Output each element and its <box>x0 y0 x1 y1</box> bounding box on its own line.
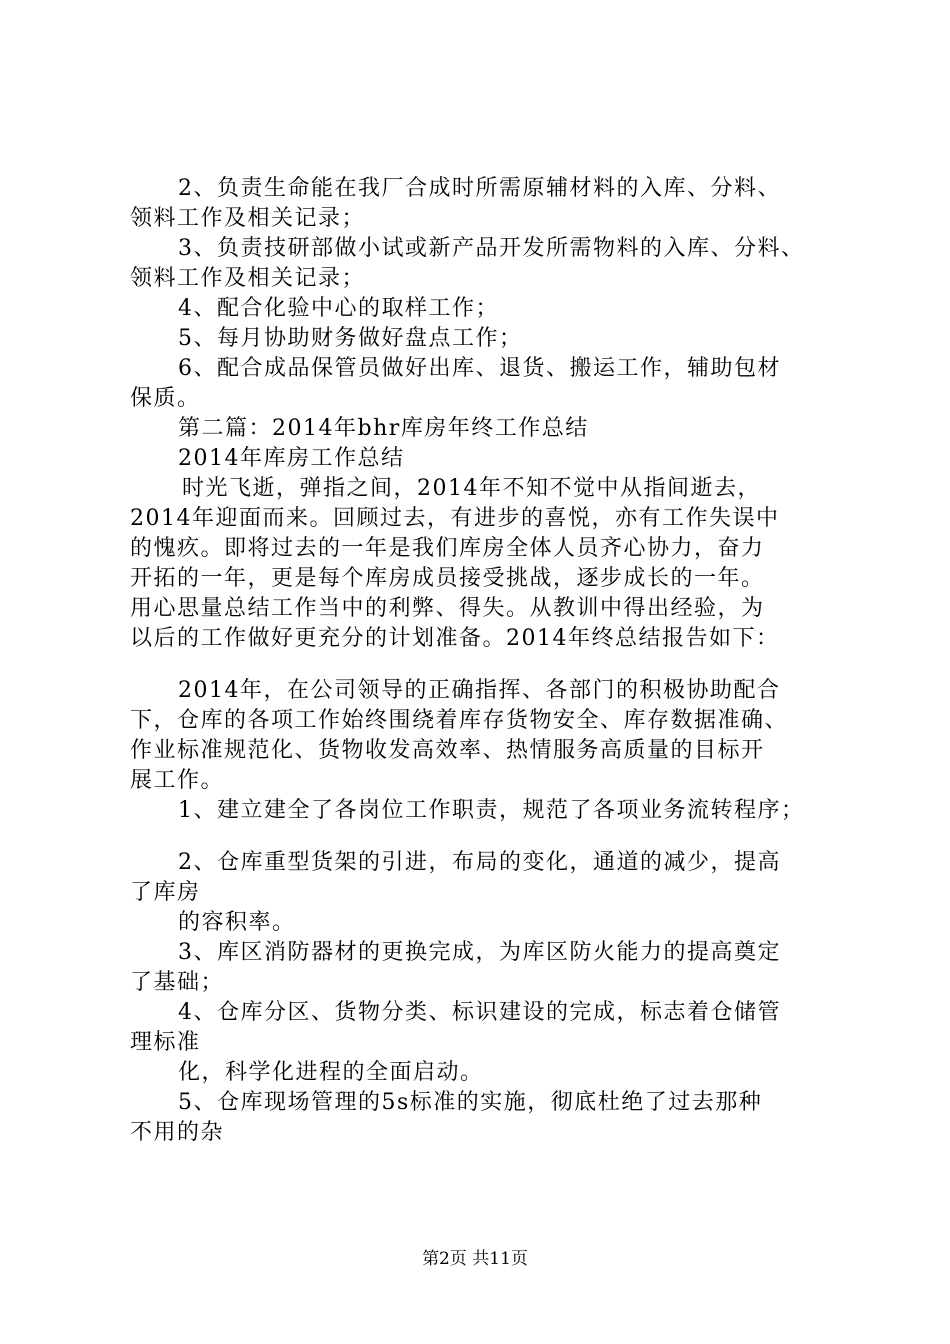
paragraph-gap <box>130 654 852 676</box>
text-line: 的容积率。 <box>178 910 296 935</box>
text-line: 了库房 <box>130 880 201 905</box>
text-line: 下，仓库的各项工作始终围绕着库存货物安全、库存数据准确、 <box>130 708 789 733</box>
text-line: 2014年，在公司领导的正确指挥、各部门的积极协助配合 <box>178 678 781 703</box>
text-line: 5、每月协助财务做好盘点工作； <box>178 326 523 351</box>
text-line: 保质。 <box>130 386 201 411</box>
page-footer <box>0 1244 950 1269</box>
text-line: 以后的工作做好更充分的计划准备。2014年终总结报告如下： <box>130 626 780 651</box>
text-line: 4、配合化验中心的取样工作； <box>178 296 499 321</box>
text-line: 2、负责生命能在我厂合成时所需原辅材料的入库、分料、 <box>178 176 781 201</box>
text-line: 4、仓库分区、货物分类、标识建设的完成，标志着仓储管 <box>178 1000 781 1025</box>
text-line: 领料工作及相关记录； <box>130 266 366 291</box>
text-line: 理标准 <box>130 1030 201 1055</box>
document-body <box>130 174 852 1148</box>
paragraph-gap <box>130 826 852 848</box>
text-line: 领料工作及相关记录； <box>130 206 366 231</box>
text-line: 6、配合成品保管员做好出库、退货、搬运工作，辅助包材 <box>178 356 781 381</box>
text-line: 2、仓库重型货架的引进，布局的变化，通道的减少，提高 <box>178 850 781 875</box>
text-line: 作业标准规范化、货物收发高效率、热情服务高质量的目标开 <box>130 738 765 763</box>
text-line: 化，科学化进程的全面启动。 <box>178 1060 484 1085</box>
page-number: 第2页 共11页 <box>422 1249 528 1269</box>
text-line: 展工作。 <box>130 768 225 793</box>
text-line: 开拓的一年，更是每个库房成员接受挑战，逐步成长的一年。 <box>130 566 765 591</box>
text-line: 的愧疚。即将过去的一年是我们库房全体人员齐心协力，奋力 <box>130 536 765 561</box>
text-line: 5、仓库现场管理的5s标准的实施，彻底杜绝了过去那种 <box>178 1090 763 1115</box>
text-line: 第二篇：2014年bhr库房年终工作总结 <box>178 416 589 441</box>
text-line: 2014年迎面而来。回顾过去，有进步的喜悦，亦有工作失误中 <box>130 506 780 531</box>
text-line: 了基础； <box>130 970 225 995</box>
text-line: 2014年库房工作总结 <box>178 446 405 471</box>
text-line: 用心思量总结工作当中的利弊、得失。从教训中得出经验，为 <box>130 596 765 621</box>
text-line: 1、建立建全了各岗位工作职责，规范了各项业务流转程序； <box>178 798 805 823</box>
text-line: 时光飞逝，弹指之间，2014年不知不觉中从指间逝去， <box>182 476 761 501</box>
text-line: 不用的杂 <box>130 1120 225 1145</box>
text-line: 3、库区消防器材的更换完成，为库区防火能力的提高奠定 <box>178 940 781 965</box>
text-line: 3、负责技研部做小试或新产品开发所需物料的入库、分料、 <box>178 236 805 261</box>
